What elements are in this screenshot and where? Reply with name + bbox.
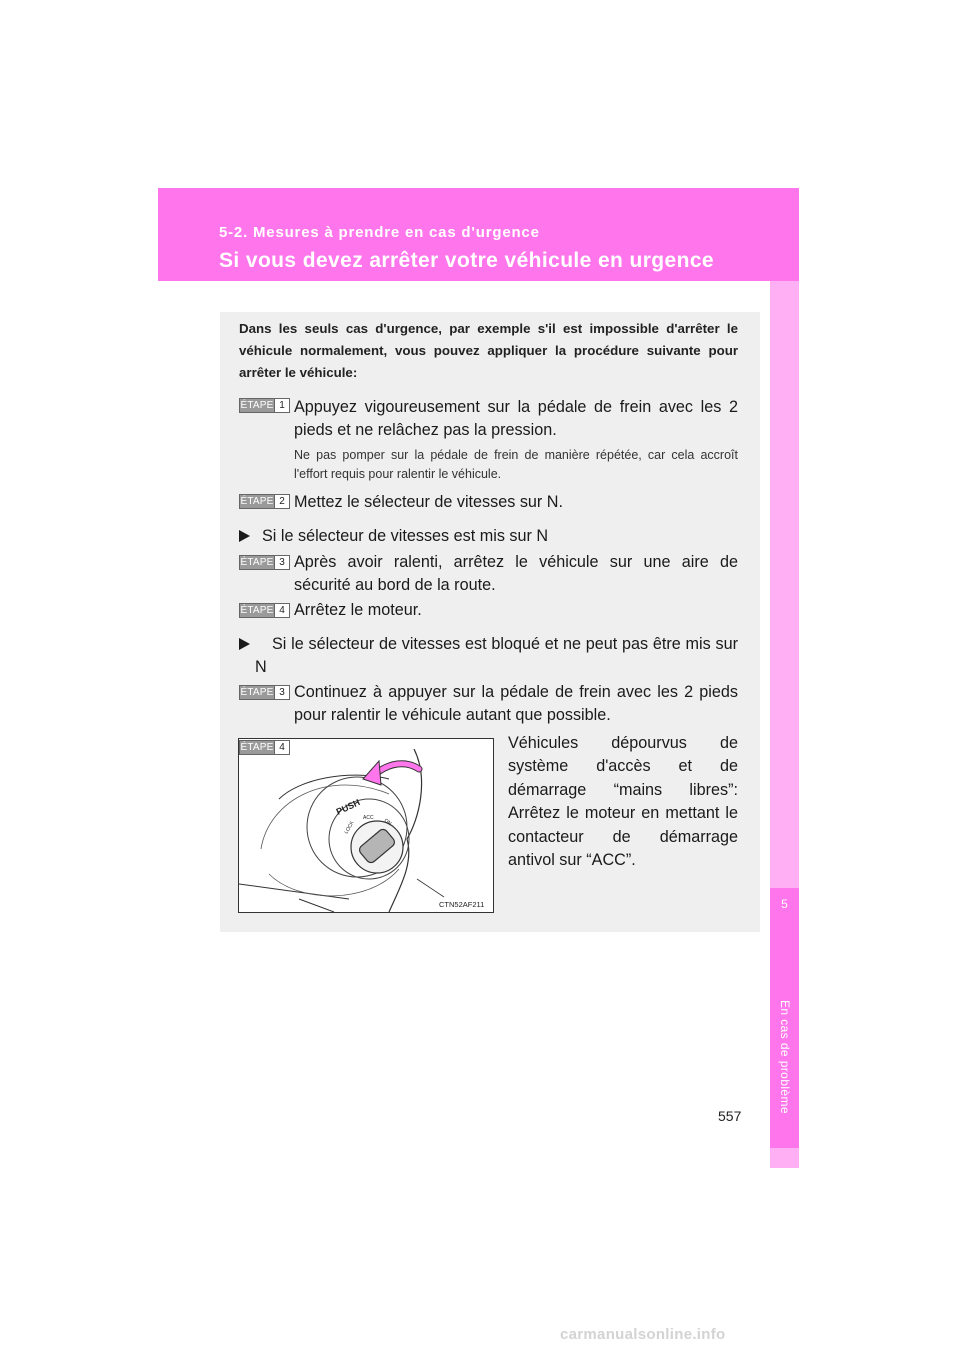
- case-title: Si le sélecteur de vitesses est mis sur N: [262, 527, 549, 545]
- step-label: ÉTAPE: [240, 605, 274, 616]
- step-text: Après avoir ralenti, arrêtez le véhicule sur une aire de sécurité au bord de la route.: [294, 553, 738, 594]
- lock-label: LOCK: [343, 820, 356, 835]
- acc-label: ACC: [363, 815, 374, 821]
- page-number: 557: [718, 1108, 742, 1124]
- step-badge: [239, 494, 290, 509]
- step-number: 3: [274, 556, 289, 569]
- step-number: 4: [274, 741, 289, 754]
- chapter-number: 5: [781, 897, 788, 911]
- step-badge: [239, 398, 290, 413]
- step-label: ÉTAPE: [240, 687, 274, 698]
- case-title: Si le sélecteur de vitesses est bloqué et ne peut pas être mis sur N: [255, 635, 738, 676]
- step-note: Ne pas pomper sur la pédale de frein de manière répétée, car cela accroît l'effort requis pour ralentir le véhicule.: [294, 448, 738, 481]
- page-title: Si vous devez arrêter votre véhicule en urgence: [219, 249, 715, 272]
- step-badge: [239, 740, 290, 755]
- bullet-arrow-icon: [239, 638, 250, 650]
- watermark: carmanualsonline.info: [560, 1326, 726, 1343]
- step-label: ÉTAPE: [240, 557, 274, 568]
- push-label: PUSH: [334, 797, 362, 817]
- step-number: 3: [274, 686, 289, 699]
- step-text: Mettez le sélecteur de vitesses sur N.: [294, 493, 563, 511]
- step-text: Véhicules dépourvus de système d'accès et de démarrage “mains libres”: Arrêtez le moteur en mettant le contacteur de démarrage antivol sur “ACC”.: [508, 734, 738, 870]
- figure-code: CTN52AF211: [439, 900, 485, 909]
- chapter-title: En cas de problème: [778, 1000, 792, 1114]
- on-label: ON: [382, 817, 393, 827]
- bullet-arrow-icon: [239, 530, 250, 542]
- step-number: 1: [274, 399, 289, 412]
- step-text: Continuez à appuyer sur la pédale de frein avec les 2 pieds pour ralentir le véhicule autant que possible.: [294, 683, 738, 724]
- step-badge: [239, 555, 290, 570]
- step-number: 4: [274, 604, 289, 617]
- section-label: 5-2. Mesures à prendre en cas d'urgence: [219, 224, 540, 241]
- intro-text: Dans les seuls cas d'urgence, par exemple s'il est impossible d'arrêter le véhicule normalement, vous pouvez appliquer la procédure suivante pour arrêter le véhicule:: [239, 321, 738, 380]
- ignition-switch-figure: [238, 738, 494, 913]
- step-text: Arrêtez le moteur.: [294, 601, 422, 619]
- ignition-switch-illustration: [239, 739, 493, 912]
- step-text: Appuyez vigoureusement sur la pédale de frein avec les 2 pieds et ne relâchez pas la pression.: [294, 398, 738, 439]
- step-badge: [239, 685, 290, 700]
- step-label: ÉTAPE: [240, 496, 274, 507]
- step-number: 2: [274, 495, 289, 508]
- step-label: ÉTAPE: [240, 400, 274, 411]
- step-badge: [239, 603, 290, 618]
- step-label: ÉTAPE: [240, 742, 274, 753]
